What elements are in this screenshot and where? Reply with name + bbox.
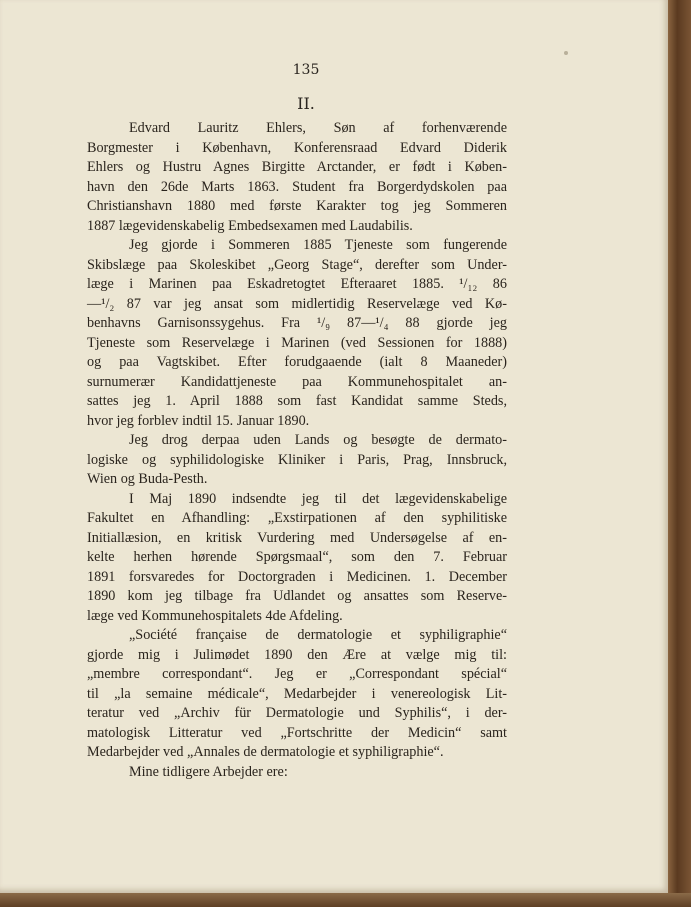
text-line: Wien og Buda-Pesth. bbox=[87, 471, 208, 487]
text-line: Initiallæsion, en kritisk Vurdering med Undersøgelse af en- bbox=[87, 529, 507, 546]
text-line: 1890 kom jeg tilbage fra Udlandet og ansattes som Reserve- bbox=[87, 588, 507, 604]
text-line: 1891 forsvaredes for Doctorgraden i Medicinen. 1. December bbox=[87, 568, 507, 585]
text-line: hvor jeg forblev indtil 15. Januar 1890. bbox=[87, 412, 310, 429]
text-line: Fakultet en Afhandling: „Exstirpationen af den syphilitiske bbox=[87, 510, 507, 526]
text-line: kelte herhen hørende Spørgsmaal“, som den 7. Februar bbox=[87, 549, 507, 565]
text-line: havn den 26de Marts 1863. Student fra Borgerdydskolen paa bbox=[87, 178, 507, 195]
section-title: II. bbox=[297, 94, 315, 113]
text-line: gjorde mig i Julimødet 1890 den Ære at vælge mig til: bbox=[87, 646, 507, 663]
text-line: surnumerær Kandidattjeneste paa Kommunehospitalet an- bbox=[87, 373, 507, 390]
text-line: sattes jeg 1. April 1888 som fast Kandidat samme Steds, bbox=[87, 393, 507, 409]
text-line: Borgmester i København, Konferensraad Edvard Diderik bbox=[87, 139, 507, 156]
text-line: benhavns Garnisonssygehus. Fra ¹/₉ 87—¹/₄ 88 gjorde jeg bbox=[87, 315, 507, 331]
text-line: læge i Marinen paa Eskadretogtet Efteraaret 1885. ¹/₁₂ 86 bbox=[87, 276, 507, 292]
text-line: læge ved Kommunehospitalets 4de Afdeling. bbox=[87, 607, 343, 624]
body-text bbox=[87, 119, 507, 782]
text-line: —¹/₂ 87 var jeg ansat som midlertidig Reservelæge ved Kø- bbox=[87, 295, 507, 312]
text-line: „Société française de dermatologie et syphiligraphie“ bbox=[129, 627, 507, 643]
text-line: Skibslæge paa Skoleskibet „Georg Stage“, derefter som Under- bbox=[87, 256, 507, 273]
text-line: Edvard Lauritz Ehlers, Søn af forhenværende bbox=[129, 120, 507, 136]
book-edge-right bbox=[668, 0, 691, 907]
text-line: I Maj 1890 indsendte jeg til det lægevidenskabelige bbox=[129, 490, 507, 507]
text-line: Jeg drog derpaa uden Lands og besøgte de dermato- bbox=[129, 432, 507, 448]
text-line: matologisk Litteratur ved „Fortschritte der Medicin“ samt bbox=[87, 724, 507, 741]
text-line: til „la semaine médicale“, Medarbejder i venereologisk Lit- bbox=[87, 685, 507, 702]
text-line: Ehlers og Hustru Agnes Birgitte Arctander, er født i Køben- bbox=[87, 159, 507, 175]
text-line: Christianshavn 1880 med første Karakter tog jeg Sommeren bbox=[87, 198, 507, 214]
text-line: „membre correspondant“. Jeg er „Correspondant spécial“ bbox=[87, 666, 507, 682]
text-line: Medarbejder ved „Annales de dermatologie et syphiligraphie“. bbox=[87, 744, 444, 760]
paper-spot bbox=[564, 51, 568, 55]
book-edge-bottom bbox=[0, 893, 691, 907]
text-line: Tjeneste som Reservelæge i Marinen (ved Sessionen for 1888) bbox=[87, 334, 507, 351]
page-number: 135 bbox=[292, 62, 320, 78]
text-line: 1887 lægevidenskabelig Embedsexamen med Laudabilis. bbox=[87, 217, 413, 234]
text-line: logiske og syphilidologiske Kliniker i Paris, Prag, Innsbruck, bbox=[87, 451, 507, 468]
text-line: Jeg gjorde i Sommeren 1885 Tjeneste som fungerende bbox=[129, 237, 507, 253]
text-line: teratur ved „Archiv für Dermatologie und Syphilis“, i der- bbox=[87, 705, 507, 721]
text-line: og paa Vagtskibet. Efter forudgaaende (ialt 8 Maaneder) bbox=[87, 354, 507, 370]
text-line: Mine tidligere Arbejder ere: bbox=[129, 763, 288, 780]
